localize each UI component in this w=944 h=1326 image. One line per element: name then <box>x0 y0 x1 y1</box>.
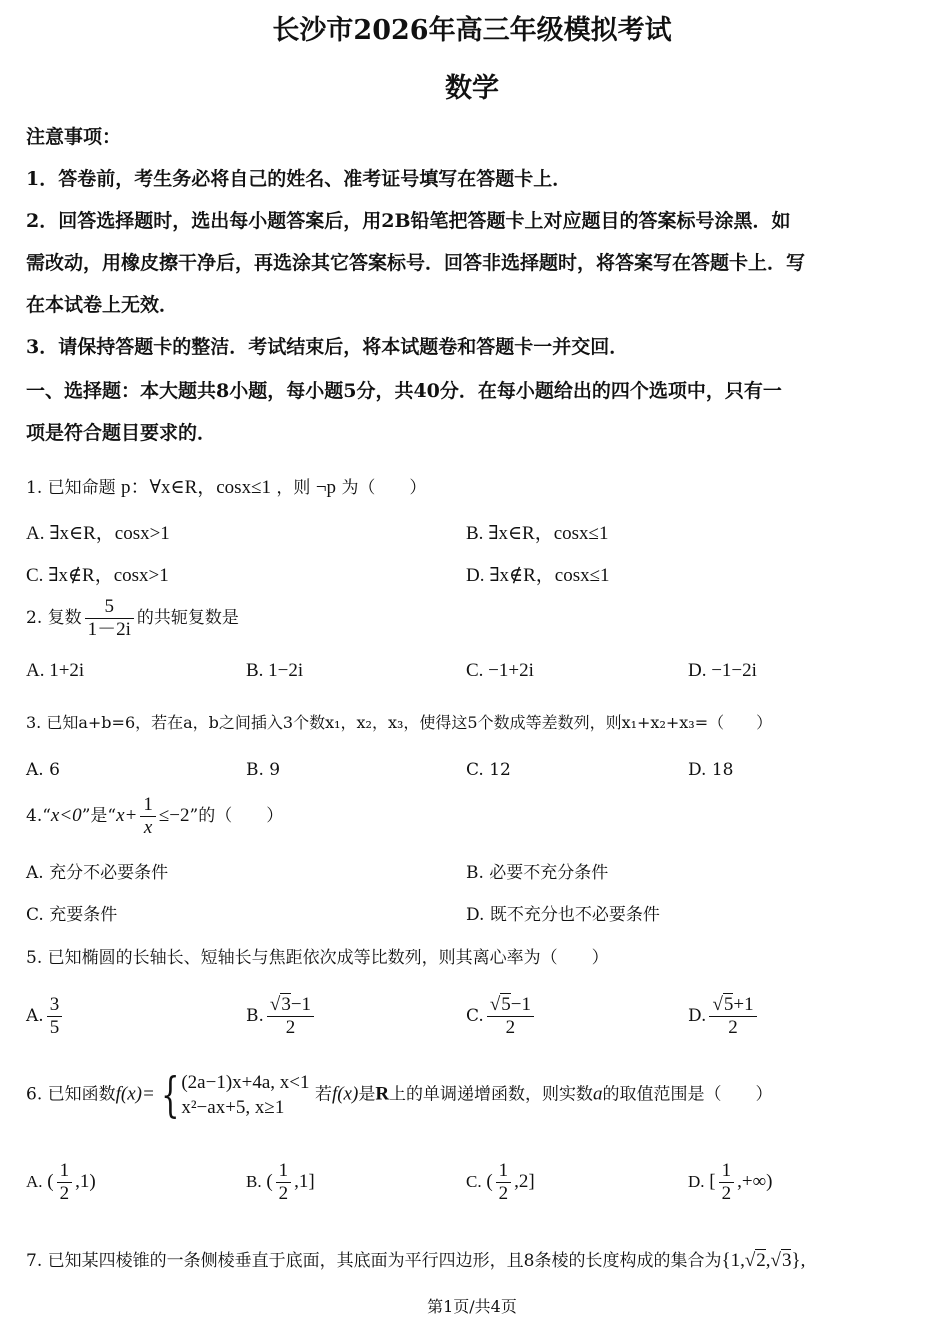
q4-option-d: D. 既不充分也不必要条件 <box>466 905 660 925</box>
q4-stem-text-a: 4.“ <box>26 806 51 826</box>
q6-stem-text-d: 上的单调递增函数，则实数 <box>389 1084 594 1105</box>
q1-option-a: A. ∃x∈R，cosx>1 <box>26 523 170 544</box>
q5-option-b-fraction <box>267 994 314 1039</box>
q2-fraction-numerator: 5 <box>85 596 134 619</box>
q7-stem-text: 7. 已知某四棱锥的一条侧棱垂直于底面，其底面为平行四边形，且8条棱的长度构成的集合为 <box>26 1251 722 1271</box>
q5-option-b-label: B. <box>246 1006 264 1026</box>
q4-fraction-denominator: x <box>143 817 153 838</box>
q6-d-open: [ <box>709 1170 716 1192</box>
q6-real-set: R <box>375 1083 390 1105</box>
q6-b-numerator: 1 <box>276 1160 292 1183</box>
section-1-heading-line-1: 一、选择题：本大题共8小题，每小题5分，共40分．在每小题给出的四个选项中，只有一 <box>26 380 782 402</box>
q4-option-c: C. 充要条件 <box>26 905 118 925</box>
q4-fraction-numerator: 1 <box>140 794 156 817</box>
q5-option-c-fraction <box>487 994 534 1039</box>
q6-c-fraction <box>496 1160 512 1205</box>
notice-item-2-line-3: 在本试卷上无效． <box>26 294 179 316</box>
q4-option-b: B. 必要不充分条件 <box>466 863 609 883</box>
notice-item-2-line-1: 2．回答选择题时，选出每小题答案后，用2B铅笔把答题卡上对应题目的答案标号涂黑．如 <box>26 210 791 232</box>
q1-stem-text-c: 为（ ） <box>341 478 427 498</box>
section-1-heading-line-2: 项是符合题目要求的． <box>26 422 217 444</box>
q5-d-numerator-rest: +1 <box>733 994 754 1015</box>
q6-d-fraction <box>719 1160 735 1205</box>
q6-b-fraction <box>276 1160 292 1205</box>
q4-condition-2-rhs: ≤−2 <box>158 805 190 826</box>
q5-b-radicand: 3 <box>281 994 291 1015</box>
q3-option-b: B. 9 <box>246 760 281 780</box>
question-6-stem <box>26 1067 773 1123</box>
question-1-stem <box>26 472 426 499</box>
q6-option-d <box>688 1160 772 1205</box>
q7-set-close: }, <box>791 1250 806 1271</box>
q6-piecewise <box>181 1070 309 1120</box>
q7-length-set: {1,√2,√3}, <box>721 1250 806 1271</box>
q1-proposition: p：∀x∈R，cosx≤1 <box>121 477 271 498</box>
q1-option-c: C. ∃x∉R，cosx>1 <box>26 565 169 586</box>
q6-option-b-label: B. <box>246 1171 262 1191</box>
page-footer: 第1页/共4页 <box>427 1297 517 1316</box>
q4-fraction <box>140 794 156 839</box>
q5-option-a-label: A. <box>26 1006 44 1026</box>
q5-option-a <box>26 994 65 1039</box>
q7-set-separator: , <box>765 1250 771 1271</box>
subject-title: 数学 <box>445 73 499 104</box>
q6-b-open: ( <box>266 1170 273 1192</box>
q6-function-name: f(x)= <box>115 1083 155 1105</box>
q6-stem-text-b: 若 <box>314 1084 332 1105</box>
q6-option-d-label: D. <box>688 1171 705 1191</box>
q1-option-d: D. ∃x∉R，cosx≤1 <box>466 565 610 586</box>
q4-condition-1: x<0 <box>50 805 82 826</box>
q6-c-close: ,2] <box>514 1170 535 1192</box>
question-2-stem <box>26 596 239 641</box>
q4-stem-text-b: ”是“ <box>81 806 117 826</box>
q5-d-numerator: √5+1 <box>709 994 756 1017</box>
q6-b-denominator: 2 <box>278 1183 289 1204</box>
q6-c-denominator: 2 <box>498 1183 509 1204</box>
notice-item-2-line-2: 需改动，用橡皮擦干净后，再选涂其它答案标号．回答非选择题时，将答案写在答题卡上．写 <box>26 252 806 274</box>
q5-option-b <box>246 994 317 1039</box>
q6-c-open: ( <box>486 1170 493 1192</box>
notice-item-3: 3．请保持答题卡的整洁．考试结束后，将本试题卷和答题卡一并交回． <box>26 336 629 358</box>
q5-c-numerator-rest: −1 <box>510 994 531 1015</box>
q2-option-c: C. −1+2i <box>466 660 534 681</box>
q6-option-b <box>246 1160 315 1205</box>
q1-stem-text-b: ，则 <box>276 478 311 498</box>
q5-a-numerator: 3 <box>47 994 63 1017</box>
q6-variable-a: a <box>593 1083 603 1105</box>
q6-option-c-label: C. <box>466 1171 482 1191</box>
q2-fraction-denominator: 1－2i <box>87 619 131 640</box>
q5-b-numerator-rest: −1 <box>290 994 312 1015</box>
question-7-stem <box>26 1246 805 1272</box>
q2-stem-text-b: 的共轭复数是 <box>136 608 239 628</box>
q6-d-numerator: 1 <box>719 1160 735 1183</box>
q6-a-close: ,1) <box>75 1170 96 1192</box>
question-3-stem: 3. 已知a+b=6，若在a，b之间插入3个数x₁，x₂，x₃，使得这5个数成等差数列，则x₁+x₂+x₃=（ ） <box>26 713 773 732</box>
q1-negation: ¬p <box>315 477 337 498</box>
exam-title: 长沙市2026年高三年级模拟考试 <box>272 15 672 46</box>
question-5-stem: 5. 已知椭圆的长轴长、短轴长与焦距依次成等比数列，则其离心率为（ ） <box>26 948 609 968</box>
q5-option-a-fraction <box>47 994 63 1039</box>
q7-set-open: {1, <box>721 1250 745 1271</box>
q5-d-radicand: 5 <box>723 994 734 1015</box>
q6-c-numerator: 1 <box>496 1160 512 1183</box>
q5-option-d-fraction <box>709 994 756 1039</box>
q2-stem-text-a: 2. 复数 <box>26 608 82 628</box>
q6-d-denominator: 2 <box>721 1183 732 1204</box>
q6-a-open: ( <box>47 1170 54 1192</box>
q6-case-1: (2a−1)x+4a, x<1 <box>181 1072 310 1093</box>
q2-option-b: B. 1−2i <box>246 660 304 681</box>
notice-item-1: 1．答卷前，考生务必将自己的姓名、准考证号填写在答题卡上． <box>26 168 572 190</box>
q5-option-d <box>688 994 760 1039</box>
q6-option-a-label: A. <box>26 1171 43 1191</box>
q7-set-radicand-1: 2 <box>756 1250 766 1271</box>
q5-a-denominator: 5 <box>49 1017 60 1038</box>
q5-b-denominator: 2 <box>285 1017 296 1038</box>
q1-option-b: B. ∃x∈R，cosx≤1 <box>466 523 609 544</box>
q5-option-d-label: D. <box>688 1006 707 1026</box>
q6-option-c <box>466 1160 535 1205</box>
q2-option-d: D. −1−2i <box>688 660 757 681</box>
q3-option-a: A. 6 <box>26 760 60 780</box>
q5-b-numerator: √3−1 <box>267 994 314 1017</box>
q6-d-close: ,+∞) <box>737 1170 773 1192</box>
q2-option-a: A. 1+2i <box>26 660 85 681</box>
q6-fx: f(x) <box>331 1083 359 1105</box>
q5-c-denominator: 2 <box>505 1017 516 1038</box>
q1-stem-text-a: 1. 已知命题 <box>26 478 116 498</box>
notice-heading: 注意事项： <box>26 126 122 148</box>
q3-option-d: D. 18 <box>688 760 734 780</box>
q3-option-c: C. 12 <box>466 760 511 780</box>
q6-a-numerator: 1 <box>57 1160 73 1183</box>
q5-c-numerator: √5−1 <box>487 994 534 1017</box>
q5-option-c-label: C. <box>466 1006 484 1026</box>
q4-stem-text-c: ”的（ ） <box>189 806 284 826</box>
q6-stem-text-e: 的取值范围是（ ） <box>602 1084 773 1105</box>
q6-stem-text-a: 6. 已知函数 <box>26 1084 116 1105</box>
q5-c-radicand: 5 <box>501 994 511 1015</box>
q4-condition-2-lhs: x+ <box>116 805 138 826</box>
question-4-stem <box>26 794 283 839</box>
q6-case-2: x²−ax+5, x≥1 <box>181 1097 285 1118</box>
q6-brace: { <box>160 1067 180 1123</box>
q2-fraction <box>85 596 134 641</box>
q5-d-denominator: 2 <box>728 1017 738 1038</box>
q6-b-close: ,1] <box>294 1170 315 1192</box>
q4-option-a: A. 充分不必要条件 <box>26 863 169 883</box>
q6-stem-text-c: 是 <box>358 1084 376 1105</box>
q6-a-fraction <box>57 1160 73 1205</box>
q6-a-denominator: 2 <box>59 1183 70 1204</box>
q6-option-a <box>26 1160 96 1205</box>
q5-option-c <box>466 994 537 1039</box>
q7-set-radicand-2: 3 <box>781 1250 792 1271</box>
